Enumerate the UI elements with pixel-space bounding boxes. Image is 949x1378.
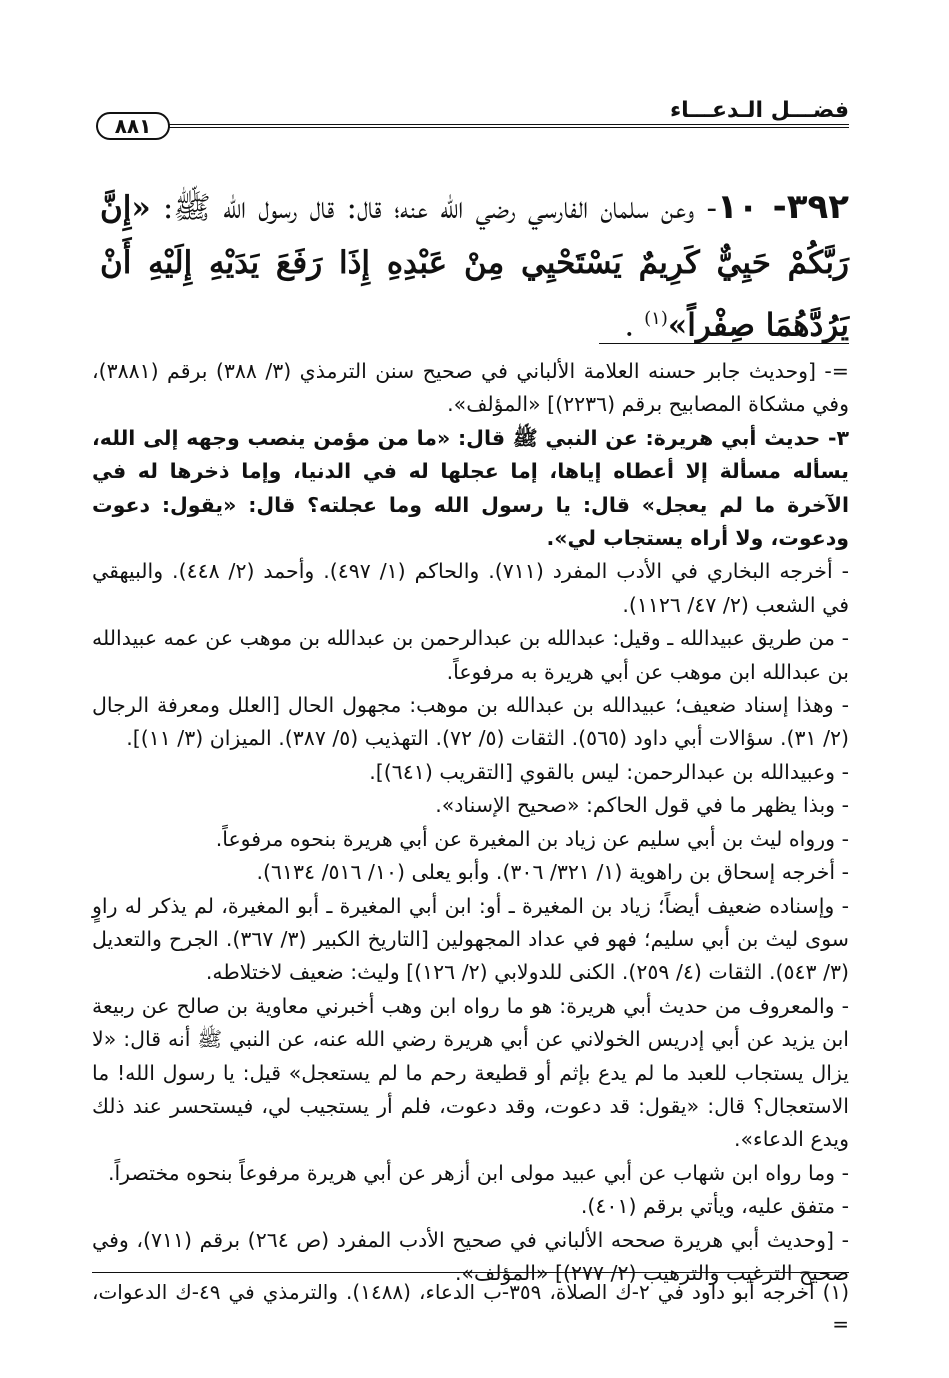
- notes-block: [92, 355, 849, 1290]
- note-paragraph: - وعبيدالله بن عبدالرحمن: ليس بالقوي [التقريب (٦٤١)].: [369, 759, 849, 784]
- note-paragraph: - وهذا إسناد ضعيف؛ عبيدالله بن عبدالله بن موهب: مجهول الحال [العلل ومعرفة الرجال (٢/ ٣١). سؤالات أبي داود (٥٦٥). الثقات (٥/ ٧٢). التهذيب (٥/ ٣٨٧). الميزان (٣/ ١١)].: [92, 693, 849, 751]
- note-paragraph: - من طريق عبيدالله ـ وقيل: عبدالله بن عبدالرحمن بن عبدالله بن موهب عن عمه عبيدالله بن عبدالله ابن موهب عن أبي هريرة به مرفوعاً.: [92, 626, 849, 684]
- note-paragraph: - وما رواه ابن شهاب عن أبي عبيد مولى ابن أزهر عن أبي هريرة مرفوعاً بنحوه مختصراً.: [107, 1160, 849, 1185]
- note-paragraph: - وبذا يظهر ما في قول الحاكم: «صحيح الإسناد».: [435, 793, 849, 818]
- note-paragraph: - [وحديث أبي هريرة صححه الألباني في صحيح الأدب المفرد (ص ٢٦٤) برقم (٧١١)، وفي صحيح الترغيب والترهيب (٢/ ٢٧٧)] «المؤلف».: [92, 1227, 849, 1285]
- hadith-text: [100, 180, 849, 353]
- footnote-text: (١) أخرجه أبو داود في ٢-ك الصلاة، ٣٥٩-ب الدعاء، (١٤٨٨). والترمذي في ٤٩-ك الدعوات، =: [92, 1280, 849, 1336]
- note-paragraph: =- [وحديث جابر حسنه العلامة الألباني في صحيح سنن الترمذي (٣/ ٣٨٨) برقم (٣٨٨١)، وفي مشكاة المصابيح برقم (٢٢٣٦)] «المؤلف».: [92, 359, 849, 417]
- header-rule: [100, 124, 849, 128]
- hadith-intro: - وعن سلمان الفارسي رضي الله عنه؛ قال: قال رسول الله ﷺ:: [150, 190, 717, 226]
- notes-divider: [599, 343, 849, 344]
- hadith-number: ٣٩٢- ١٠: [716, 187, 849, 227]
- footnote-rule: [92, 1272, 849, 1273]
- note-paragraph: - متفق عليه، ويأتي برقم (٤٠١).: [580, 1194, 849, 1219]
- running-title: فضـــل الـدعـــاء: [669, 98, 849, 123]
- note-paragraph: - وإسناده ضعيف أيضاً؛ زياد بن المغيرة ـ أو: ابن أبي المغيرة ـ أبو المغيرة، لم يذكر له راوٍ سوى ليث بن أبي سليم؛ فهو في عداد المجهولين [التاريخ الكبير (٣/ ٣٦٧). الجرح والتعديل (٣/ ٥٤٣). الثقات (٤/ ٢٥٩). الكنى للدولابي (٢/ ١٢٦)] وليث: ضعيف لاختلاطه.: [92, 893, 849, 985]
- hadith-end: .: [624, 307, 645, 344]
- note-paragraph: - ورواه ليث بن أبي سليم عن زياد بن المغيرة عن أبي هريرة بنحوه مرفوعاً.: [215, 826, 849, 851]
- hadith-quote: «إِنَّ رَبَّكُمْ حَيِيٌّ كَرِيمٌ يَسْتَحْيِي مِنْ عَبْدِهِ إِذَا رَفَعَ يَدَيْهِ إِلَيْهِ أَنْ يَرُدَّهُمَا صِفْراً»: [100, 190, 849, 344]
- footnote-ref: (١): [644, 308, 668, 329]
- note-paragraph: - والمعروف من حديث أبي هريرة: هو ما رواه ابن وهب أخبرني معاوية بن صالح عن ربيعة ابن يزيد عن أبي إدريس الخولاني عن أبي هريرة رضي الله عنه، عن النبي ﷺ أنه قال: «لا يزال يستجاب للعبد ما لم يدع بإثم أو قطيعة رحم ما لم يستعجل» قيل: يا رسول الله! ما الاستعجال؟ قال: «يقول: قد دعوت، وقد دعوت، فلم أر يستجيب لي، فيستحسر عند ذلك ويدع الدعاء».: [92, 993, 849, 1152]
- note-paragraph: ٣- حديث أبي هريرة: عن النبي ﷺ قال: «ما من مؤمن ينصب وجهه إلى الله، يسأله مسألة إلا أعطاه إياها، إما عجلها له في الدنيا، وإما ذخرها له في الآخرة ما لم يعجل» قال: يا رسول الله وما عجلته؟ قال: «يقول: دعوت ودعوت، ولا أراه يستجاب لي».: [92, 425, 849, 551]
- page-number: ٨٨١: [96, 112, 170, 140]
- footnote-block: [92, 1276, 849, 1340]
- note-paragraph: - أخرجه إسحاق بن راهوية (١/ ٣٢١/ ٣٠٦). وأبو يعلى (١٠/ ٥١٦/ ٦١٣٤).: [256, 860, 849, 885]
- note-paragraph: - أخرجه البخاري في الأدب المفرد (٧١١). والحاكم (١/ ٤٩٧). وأحمد (٢/ ٤٤٨). والبيهقي في الشعب (٢/ ٤٧/ ١١٢٦).: [92, 559, 849, 617]
